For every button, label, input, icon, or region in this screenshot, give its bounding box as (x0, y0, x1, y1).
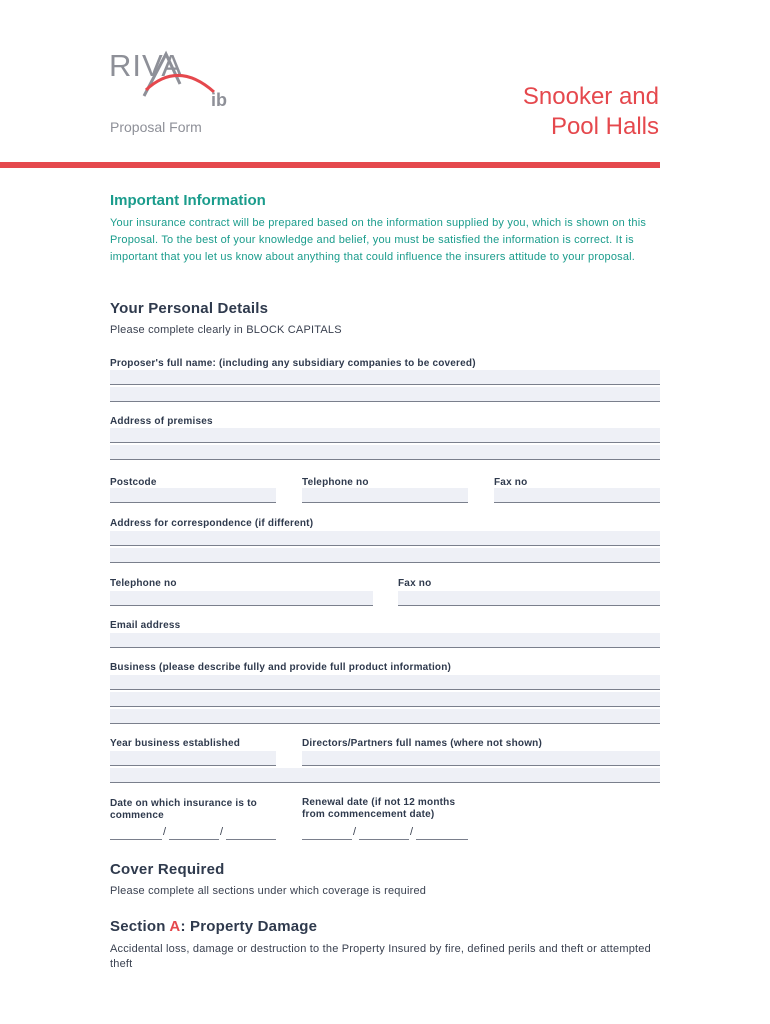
logo-swoosh-icon (138, 50, 218, 100)
proposer-name-field-2[interactable] (110, 387, 660, 402)
email-label: Email address (110, 620, 181, 631)
business-label: Business (please describe fully and provide full product information) (110, 662, 452, 673)
date-separator: / (410, 826, 414, 838)
date-separator: / (163, 826, 167, 838)
personal-details-heading: Your Personal Details (110, 300, 269, 317)
telephone2-field[interactable] (110, 591, 373, 606)
correspondence-address-field-2[interactable] (110, 548, 660, 563)
postcode-label: Postcode (110, 477, 157, 488)
directors-label: Directors/Partners full names (where not shown) (302, 738, 543, 749)
logo-wordmark: RIVA (109, 48, 184, 83)
fax2-field[interactable] (398, 591, 660, 606)
renewal-date-label-line-2: from commencement date) (302, 809, 435, 820)
business-field-1[interactable] (110, 675, 660, 690)
fax-field[interactable] (494, 488, 660, 503)
year-established-label: Year business established (110, 738, 241, 749)
section-a-letter: A (169, 918, 181, 935)
correspondence-address-field-1[interactable] (110, 531, 660, 546)
logo-suffix: ib (211, 90, 227, 110)
date-separator: / (220, 826, 224, 838)
directors-field-2[interactable] (110, 768, 660, 783)
fax-label: Fax no (494, 477, 528, 488)
section-a-description: Accidental loss, damage or destruction to the Property Insured by fire, defined perils and theft or attempted theft (110, 943, 651, 970)
telephone-field[interactable] (302, 488, 468, 503)
fax2-label: Fax no (398, 578, 432, 589)
commencement-year-field[interactable] (226, 826, 276, 840)
business-field-2[interactable] (110, 692, 660, 707)
renewal-date-label (302, 797, 455, 821)
year-established-field[interactable] (110, 751, 276, 766)
correspondence-address-label: Address for correspondence (if different) (110, 518, 314, 529)
header-divider (0, 162, 660, 168)
commencement-day-field[interactable] (110, 826, 162, 840)
telephone2-label: Telephone no (110, 578, 177, 589)
commencement-month-field[interactable] (169, 826, 219, 840)
telephone-label: Telephone no (302, 477, 369, 488)
important-body: Your insurance contract will be prepared based on the information supplied by you, which is shown on this Proposal. To the best of your knowledge and belief, you must be satisfied the information is correct. It is important that you let us know about anything that could influence the insurers attitude to your proposal. (110, 217, 647, 263)
address-field-2[interactable] (110, 445, 660, 460)
section-a-title: : Property Damage (180, 918, 318, 935)
proposer-name-field-1[interactable] (110, 370, 660, 385)
postcode-field[interactable] (110, 488, 276, 503)
commencement-date-label-line-1: Date on which insurance is to (110, 798, 257, 809)
address-label: Address of premises (110, 416, 213, 427)
cover-required-heading: Cover Required (110, 861, 225, 878)
page-title-line-2: Pool Halls (550, 113, 659, 140)
email-field[interactable] (110, 633, 660, 648)
renewal-month-field[interactable] (359, 826, 409, 840)
commencement-date-label-line-2: commence (110, 810, 164, 821)
address-field-1[interactable] (110, 428, 660, 443)
business-field-3[interactable] (110, 709, 660, 724)
date-separator: / (353, 826, 357, 838)
document-subtitle: Proposal Form (110, 119, 202, 135)
page-title-line-1: Snooker and (522, 83, 659, 110)
commencement-date-label (110, 798, 257, 822)
proposer-name-label: Proposer's full name: (including any subsidiary companies to be covered) (110, 358, 476, 369)
personal-details-instruction: Please complete clearly in BLOCK CAPITALS (110, 324, 342, 336)
section-a-heading (110, 918, 317, 935)
section-a-prefix: Section (110, 918, 170, 935)
cover-required-instruction: Please complete all sections under which coverage is required (110, 885, 427, 897)
page-title (399, 82, 659, 142)
renewal-year-field[interactable] (416, 826, 468, 840)
important-heading: Important Information (110, 192, 266, 209)
renewal-day-field[interactable] (302, 826, 352, 840)
renewal-date-label-line-1: Renewal date (if not 12 months (302, 797, 456, 808)
directors-field-1[interactable] (302, 751, 660, 766)
